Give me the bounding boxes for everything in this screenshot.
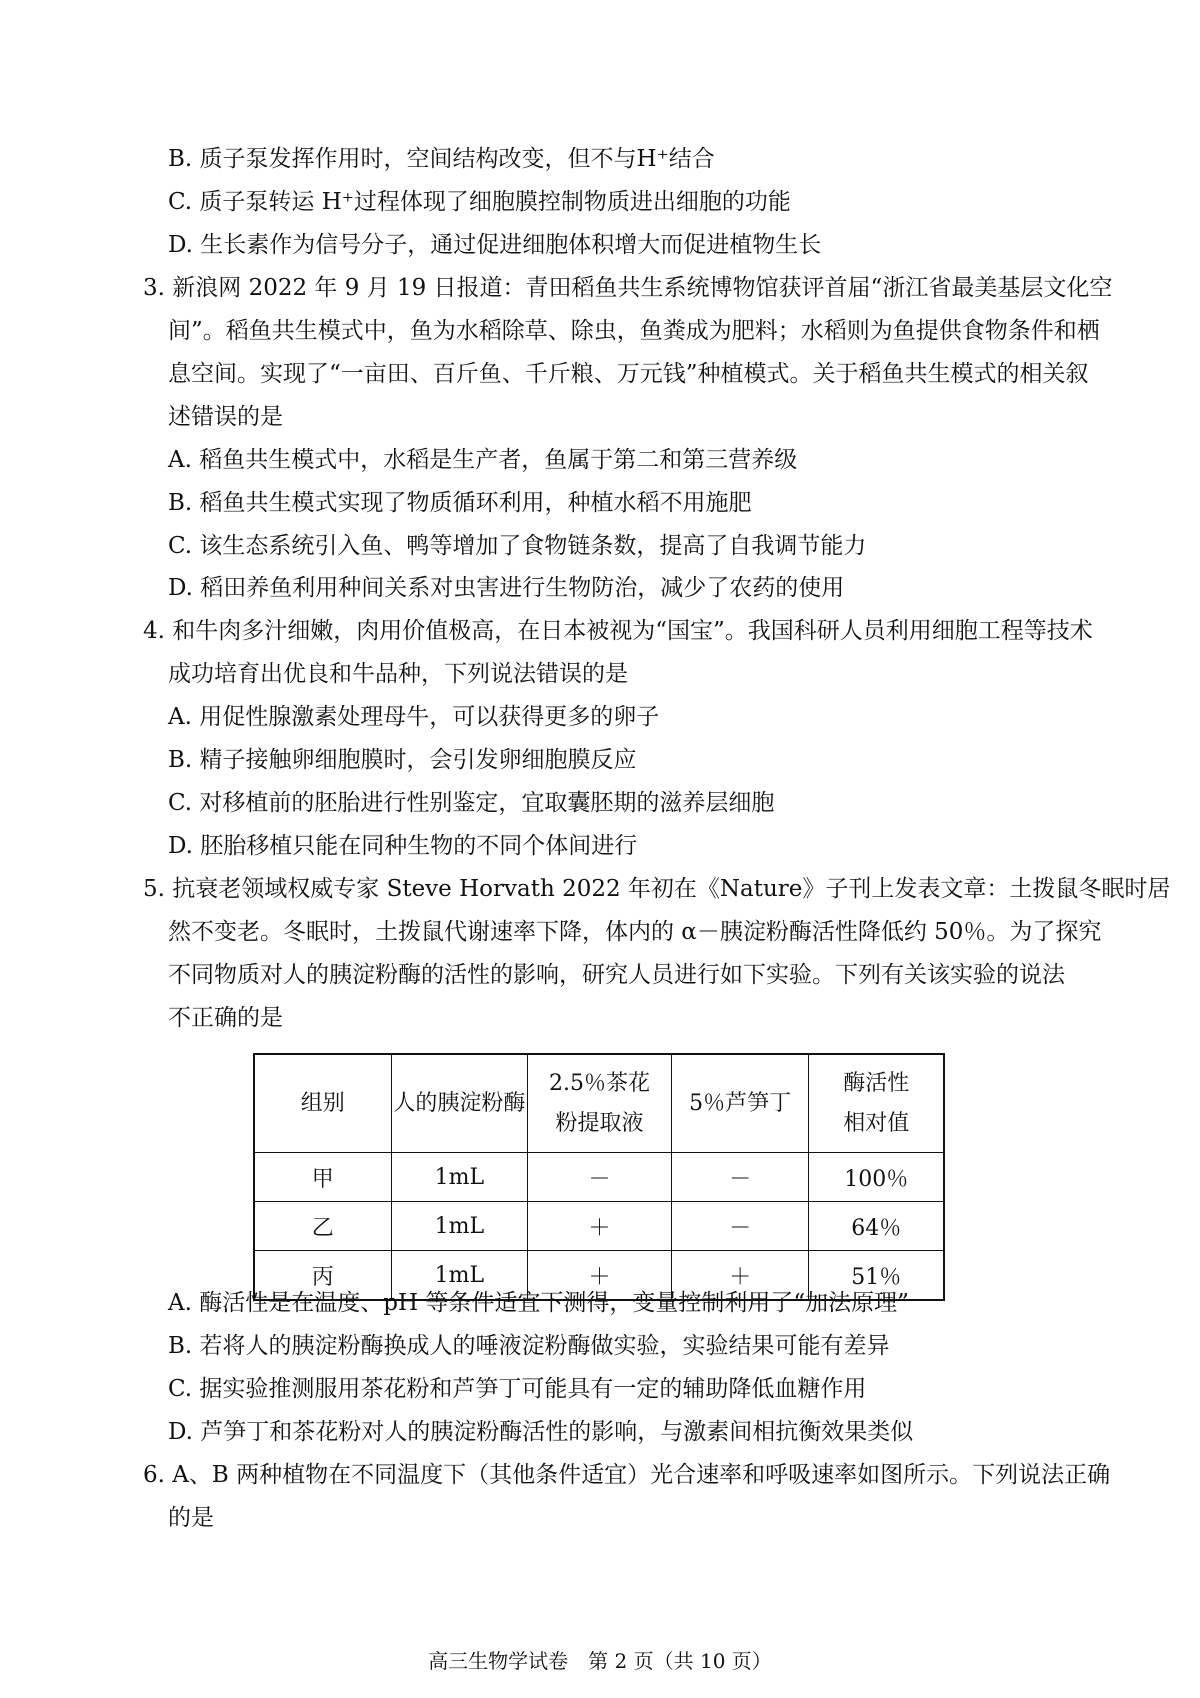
table-cell: － (671, 1153, 809, 1202)
text-line-q4-1: 4. 和牛肉多汁细嫩，肉用价值极高，在日本被视为“国宝”。我国科研人员利用细胞工程等技术 (143, 618, 1093, 644)
text-line-q4-2: 成功培育出优良和牛品种，下列说法错误的是 (168, 661, 628, 687)
text-line-q3d: D. 稻田养鱼利用种间关系对虫害进行生物防治，减少了农药的使用 (168, 575, 845, 601)
text-line-q5-2: 然不变老。冬眠时，土拨鼠代谢速率下降，体内的 α－胰淀粉酶活性降低约 50％。为了探究 (168, 919, 1102, 945)
table-cell: 1mL (391, 1202, 528, 1251)
table-cell: ＋ (528, 1251, 672, 1301)
text-line-q3-4: 述错误的是 (168, 404, 283, 430)
table-row (254, 1202, 944, 1251)
table-cell: 64％ (809, 1202, 944, 1251)
text-line-q4c: C. 对移植前的胚胎进行性别鉴定，宜取囊胚期的滋养层细胞 (168, 790, 775, 816)
table-cell: 100％ (809, 1153, 944, 1202)
text-line-q5b: B. 若将人的胰淀粉酶换成人的唾液淀粉酶做实验，实验结果可能有差异 (168, 1333, 890, 1359)
text-line-q3-3: 息空间。实现了“一亩田、百斤鱼、千斤粮、万元钱”种植模式。关于稻鱼共生模式的相关叙 (168, 361, 1089, 387)
header-asparagus: 5％芦笋丁 (671, 1054, 809, 1153)
table-cell: 乙 (254, 1202, 391, 1251)
header-group: 组别 (254, 1054, 391, 1153)
text-line-q5d: D. 芦笋丁和茶花粉对人的胰淀粉酶活性的影响，与激素间相抗衡效果类似 (168, 1419, 914, 1445)
table-cell: ＋ (528, 1202, 672, 1251)
text-line-q3c: C. 该生态系统引入鱼、鸭等增加了食物链条数，提高了自我调节能力 (168, 533, 867, 559)
text-line-q2b: B. 质子泵发挥作用时，空间结构改变，但不与H⁺结合 (168, 146, 715, 172)
text-line-q5-3: 不同物质对人的胰淀粉酶的活性的影响，研究人员进行如下实验。下列有关该实验的说法 (168, 962, 1065, 988)
text-line-q5c: C. 据实验推测服用茶花粉和芦笋丁可能具有一定的辅助降低血糖作用 (168, 1376, 867, 1402)
table-cell: 1mL (391, 1153, 528, 1202)
text-line-q5a: A. 酶活性是在温度、pH 等条件适宜下测得，变量控制利用了“加法原理” (168, 1290, 909, 1316)
table-row (254, 1251, 944, 1301)
page-footer: 高三生物学试卷 第 2 页（共 10 页） (428, 1649, 772, 1673)
text-line-q3a: A. 稻鱼共生模式中，水稻是生产者，鱼属于第二和第三营养级 (168, 447, 798, 473)
table-cell: 甲 (254, 1153, 391, 1202)
text-line-q3-1: 3. 新浪网 2022 年 9 月 19 日报道：青田稻鱼共生系统博物馆获评首届“浙江省最美基层文化空 (143, 275, 1113, 301)
table-header-row (254, 1054, 944, 1153)
text-line-q6-1: 6. A、B 两种植物在不同温度下（其他条件适宜）光合速率和呼吸速率如图所示。下列说法正确 (143, 1462, 1111, 1488)
header-enzyme-activity: 酶活性 相对值 (809, 1054, 944, 1153)
table-cell: － (528, 1153, 672, 1202)
text-line-q2d: D. 生长素作为信号分子，通过促进细胞体积增大而促进植物生长 (168, 232, 822, 258)
text-line-q4b: B. 精子接触卵细胞膜时，会引发卵细胞膜反应 (168, 747, 637, 773)
table-cell: 丙 (254, 1251, 391, 1301)
table-row (254, 1153, 944, 1202)
table-cell: ＋ (671, 1251, 809, 1301)
text-line-q4a: A. 用促性腺激素处理母牛，可以获得更多的卵子 (168, 704, 660, 730)
text-line-q6-2: 的是 (168, 1505, 214, 1531)
table-cell: 1mL (391, 1251, 528, 1301)
text-line-q5-4: 不正确的是 (168, 1005, 283, 1031)
text-line-q4d: D. 胚胎移植只能在同种生物的不同个体间进行 (168, 833, 638, 859)
header-camellia-pollen: 2.5％茶花 粉提取液 (528, 1054, 672, 1153)
header-amylase: 人的胰淀粉酶 (391, 1054, 528, 1153)
text-line-q3b: B. 稻鱼共生模式实现了物质循环利用，种植水稻不用施肥 (168, 490, 752, 516)
text-line-q2c: C. 质子泵转运 H⁺过程体现了细胞膜控制物质进出细胞的功能 (168, 189, 791, 215)
table-cell: － (671, 1202, 809, 1251)
table-cell: 51％ (809, 1251, 944, 1301)
experiment-table (253, 1053, 945, 1301)
text-line-q3-2: 间”。稻鱼共生模式中，鱼为水稻除草、除虫，鱼粪成为肥料；水稻则为鱼提供食物条件和栖 (168, 318, 1100, 344)
text-line-q5-1: 5. 抗衰老领域权威专家 Steve Horvath 2022 年初在《Nature》子刊上发表文章：土拨鼠冬眠时居 (143, 876, 1171, 902)
